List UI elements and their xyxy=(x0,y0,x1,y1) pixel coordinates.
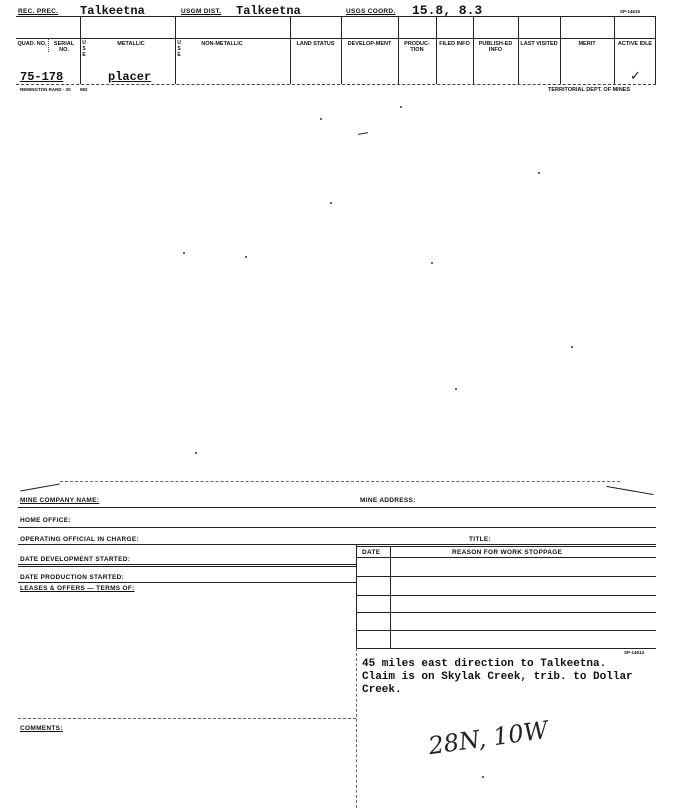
col-published-info: PUBLISH-ED INFO xyxy=(478,41,513,53)
col-land-status: LAND STATUS xyxy=(296,41,335,47)
col-divider xyxy=(436,17,437,84)
form-number-bottom: SP-14614 xyxy=(624,650,645,655)
comments-label: COMMENTS: xyxy=(20,725,63,732)
stoppage-row-rule xyxy=(356,648,656,649)
stoppage-row-rule xyxy=(356,630,656,631)
stoppage-reason-header: REASON FOR WORK STOPPAGE xyxy=(452,549,563,556)
col-filed-info: FILED INFO xyxy=(439,41,470,47)
stoppage-row-rule xyxy=(356,557,656,558)
footer-left-code: 982 xyxy=(80,87,88,92)
col-development: DEVELOP-MENT xyxy=(347,41,392,47)
handwritten-coordinates: 28N, 10W xyxy=(426,715,550,761)
metallic-value: placer xyxy=(108,70,152,84)
stoppage-col-rule xyxy=(356,544,357,648)
home-office-label: HOME OFFICE: xyxy=(20,517,71,524)
date-development-label: DATE DEVELOPMENT STARTED: xyxy=(20,556,131,563)
rule xyxy=(18,566,356,567)
col-uses-1: U S E xyxy=(82,40,86,58)
mine-address-label: MINE ADDRESS: xyxy=(360,497,416,504)
mine-company-name-label: MINE COMPANY NAME: xyxy=(20,497,100,504)
col-divider xyxy=(518,17,519,84)
col-merit: MERIT xyxy=(578,41,596,47)
rule xyxy=(18,507,656,508)
footer-left-text: REMINGTON RAND - 20 xyxy=(20,87,71,92)
stoppage-date-header: DATE xyxy=(362,549,381,556)
leases-label: LEASES & OFFERS — TERMS OF: xyxy=(20,585,135,592)
rec-prec-label: REC. PREC. xyxy=(18,8,59,15)
col-last-visited: LAST VISITED xyxy=(520,41,558,47)
usgs-coord-label: USGS COORD. xyxy=(346,8,396,15)
col-active-idle: ACTIVE IDLE xyxy=(617,41,653,47)
typed-note-line: 45 miles east direction to Talkeetna. xyxy=(362,658,607,670)
col-divider xyxy=(290,17,291,84)
col-divider xyxy=(341,17,342,84)
stoppage-row-rule xyxy=(356,595,656,596)
footer-right-text: TERRITORIAL DEPT. OF MINES xyxy=(548,87,630,93)
col-metallic: METALLIC xyxy=(117,41,145,47)
col-divider xyxy=(614,17,615,84)
rule xyxy=(18,718,356,719)
col-uses-2: U S E xyxy=(177,40,181,58)
usgm-dist-value: Talkeetna xyxy=(236,4,301,18)
date-production-label: DATE PRODUCTION STARTED: xyxy=(20,574,125,581)
stoppage-row-rule xyxy=(356,576,656,577)
rule xyxy=(18,582,356,583)
stoppage-row-rule xyxy=(356,612,656,613)
row-bottom-rule xyxy=(16,84,656,85)
col-serial-no: SERIAL NO. xyxy=(53,41,75,53)
col-divider xyxy=(560,17,561,84)
rule xyxy=(18,564,356,565)
col-production: PRODUC-TION xyxy=(404,41,430,53)
form-number-top: SP-14615 xyxy=(620,9,641,14)
corner-mark-right xyxy=(606,486,653,495)
rule xyxy=(18,527,656,528)
corner-mark-left xyxy=(20,484,60,492)
rec-prec-value: Talkeetna xyxy=(80,4,145,18)
col-non-metallic: NON-METALLIC xyxy=(201,41,243,47)
stoppage-col-rule xyxy=(390,546,391,648)
serial-value: 75-178 xyxy=(20,70,64,84)
title-label: TITLE: xyxy=(469,536,492,543)
col-divider xyxy=(655,17,656,84)
card-separator xyxy=(60,481,620,482)
usgm-dist-label: USGM DIST. xyxy=(181,8,222,15)
rule xyxy=(356,546,656,547)
operating-official-label: OPERATING OFFICIAL IN CHARGE: xyxy=(20,536,139,543)
typed-note-line: Claim is on Skylak Creek, trib. to Dollar xyxy=(362,671,633,683)
usgs-coord-value: 15.8, 8.3 xyxy=(412,3,483,18)
rule xyxy=(18,544,656,545)
notes-divider xyxy=(356,648,357,808)
typed-note-line: Creek. xyxy=(362,684,402,696)
active-check-mark: ✓ xyxy=(630,68,641,83)
col-quad-no: QUAD. NO. xyxy=(17,41,47,47)
